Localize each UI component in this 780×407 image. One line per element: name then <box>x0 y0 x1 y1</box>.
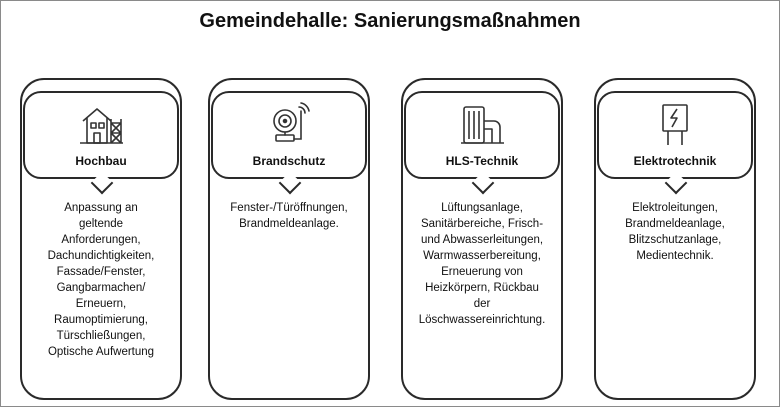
card-header-brandschutz <box>211 91 367 179</box>
fire-alarm-bell-icon <box>265 101 313 147</box>
diagram-title: Gemeindehalle: Sanierungsmaßnahmen <box>199 10 581 32</box>
card-header-elektrotechnik <box>597 91 753 179</box>
card-label-hls-technik: HLS-Technik <box>445 154 519 168</box>
card-label-brandschutz: Brandschutz <box>252 154 326 168</box>
electric-panel-icon <box>651 101 699 147</box>
card-text-hochbau: Anpassung an geltende Anforderungen, Dachundichtigkeiten, Fassade/Fenster, Gangbarmachen/ Erneuern, Raumoptimierung, Türschließungen, Optische Aufwertung <box>47 202 155 358</box>
building-scaffold-icon <box>77 101 125 147</box>
card-header-hochbau <box>23 91 179 179</box>
card-text-hls-technik: Lüftungsanlage, Sanitärbereiche, Frisch- und Abwasserleitungen, Warmwasserbereitung, Erneuerung von Heizkörpern, Rückbau der Löschwassereinrichtung. <box>418 202 546 326</box>
card-text-elektrotechnik: Elektroleitungen, Brandmeldeanlage, Blitzschutzanlage, Medientechnik. <box>625 202 725 262</box>
card-label-hochbau: Hochbau <box>75 154 127 168</box>
hvac-pipes-icon <box>458 101 506 147</box>
card-label-elektrotechnik: Elektrotechnik <box>633 154 717 168</box>
card-header-hls-technik <box>404 91 560 179</box>
card-text-brandschutz: Fenster-/Türöffnungen, Brandmeldeanlage. <box>230 202 348 230</box>
